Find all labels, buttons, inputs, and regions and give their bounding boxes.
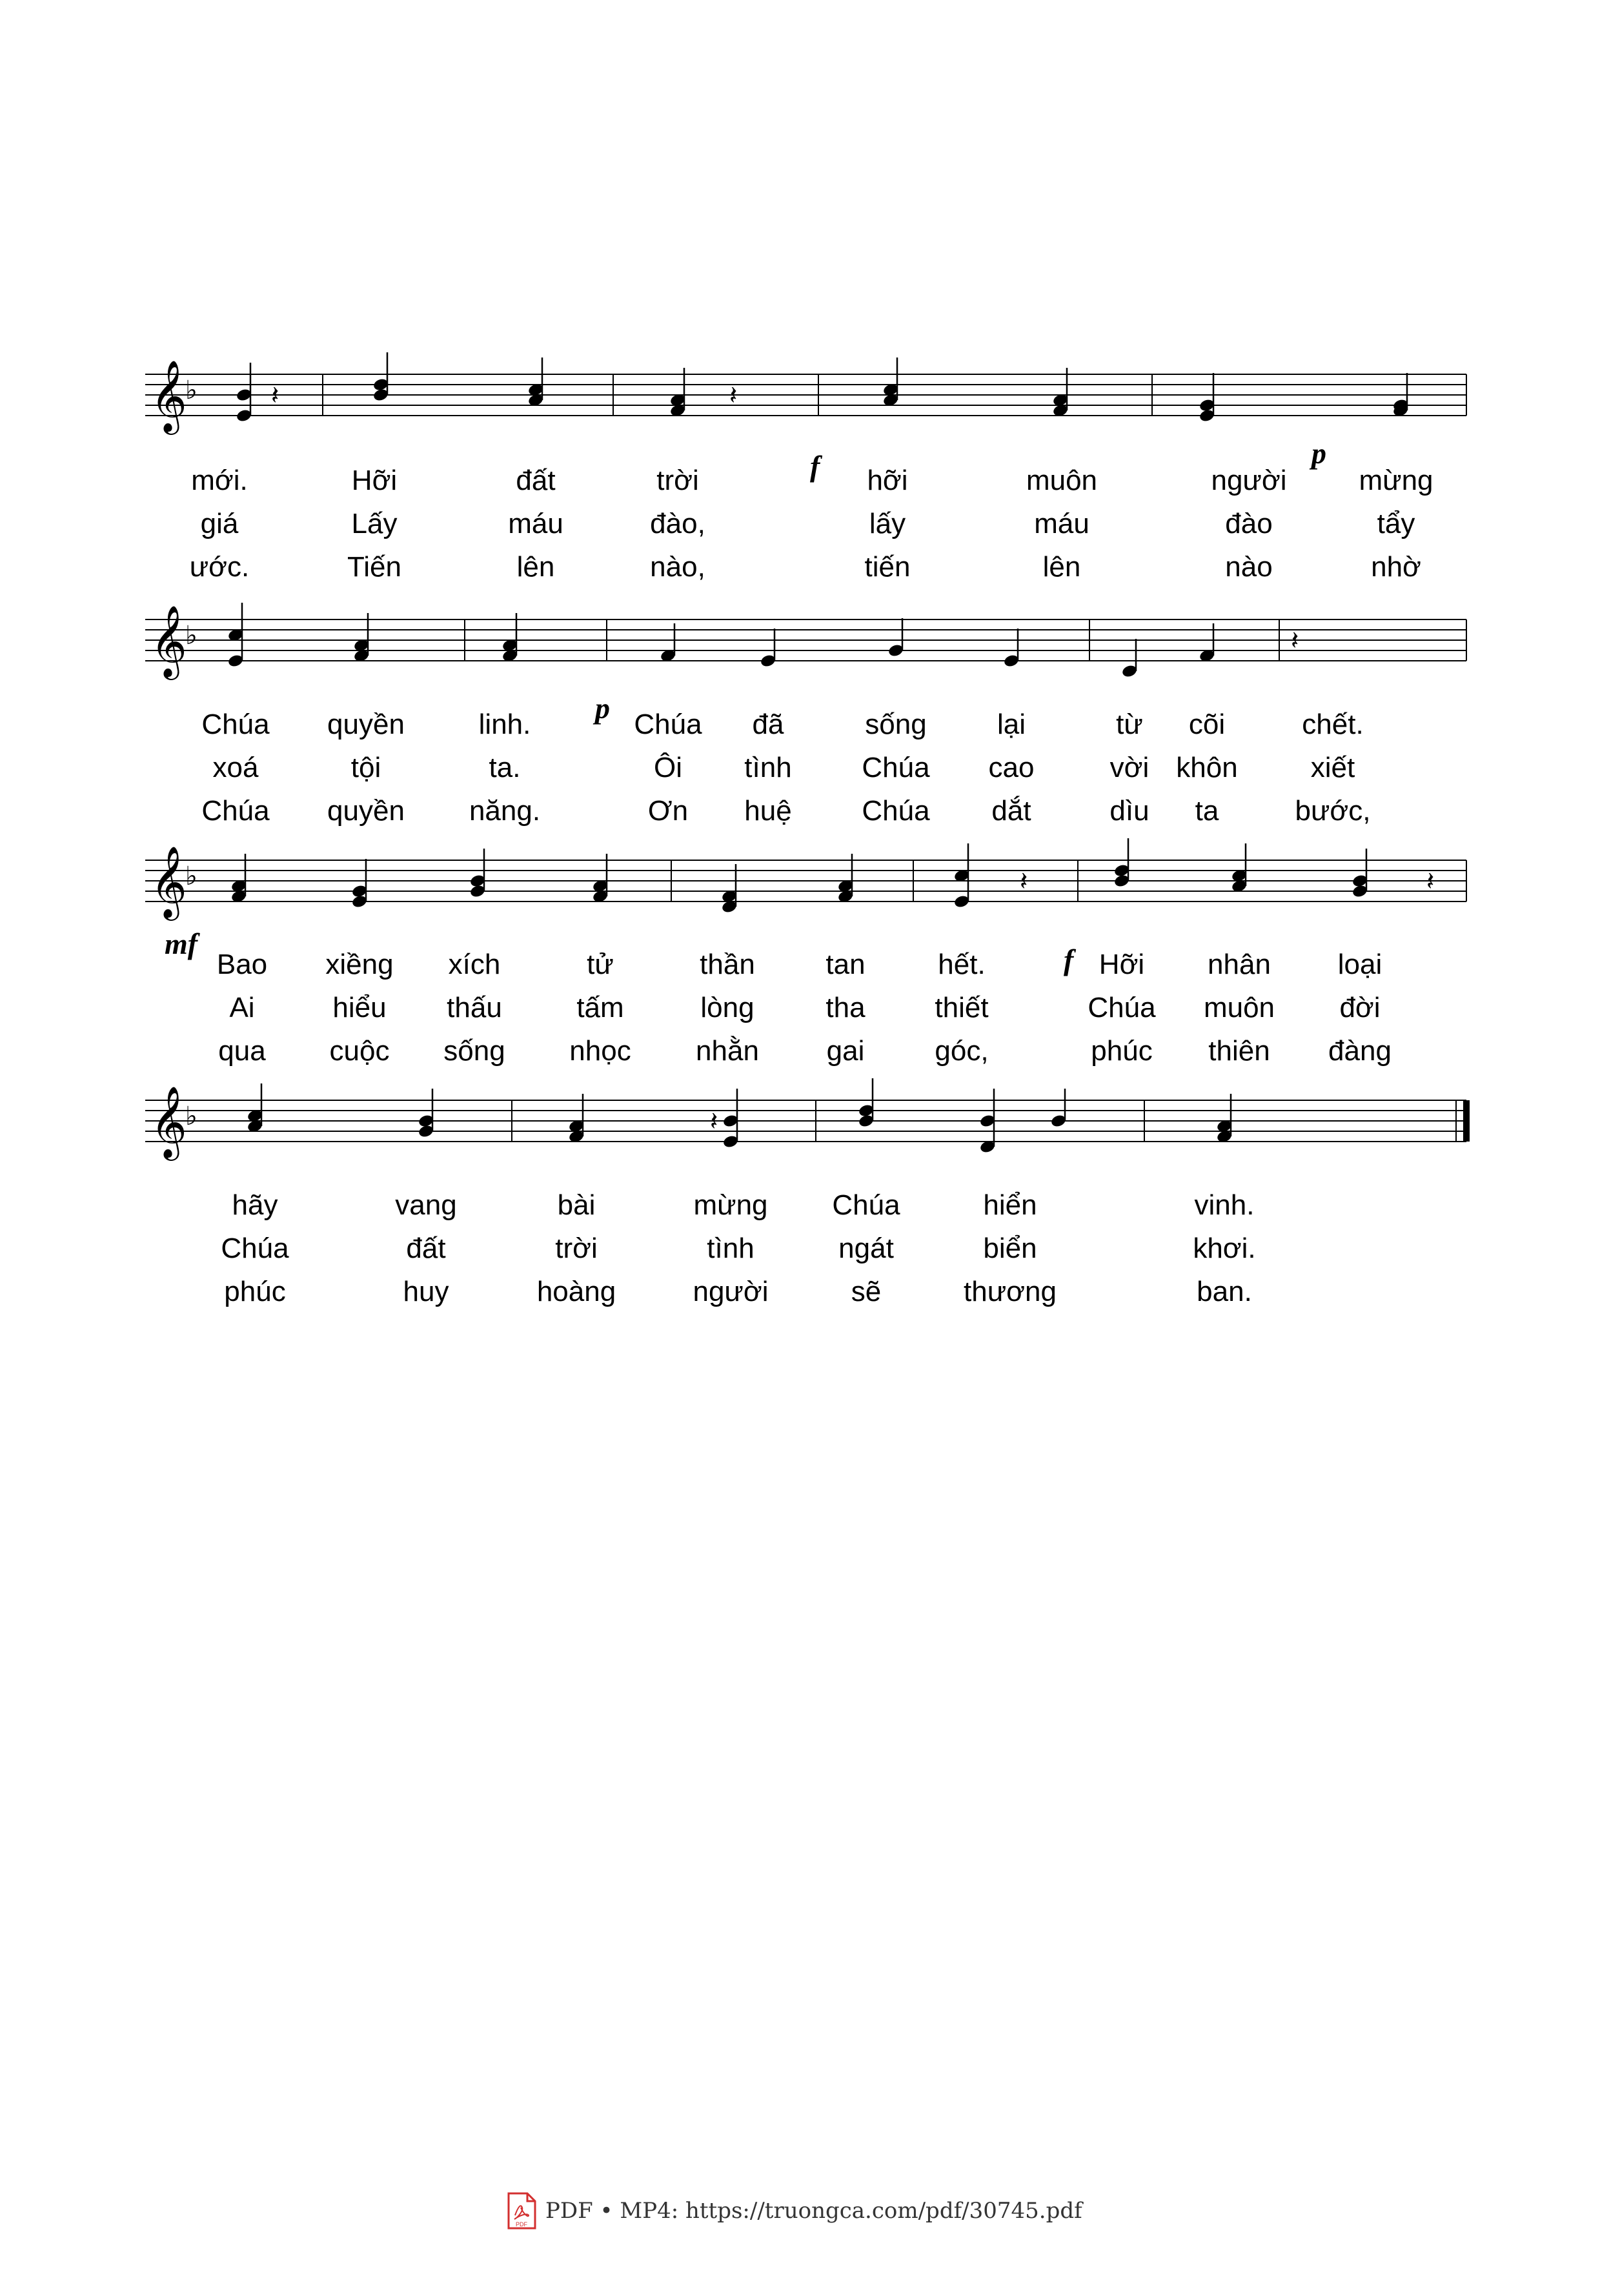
- treble-clef-icon: 𝄞: [150, 359, 187, 432]
- lyric-syllable: sống: [865, 709, 927, 740]
- lyric-syllable: Chúa: [201, 709, 270, 740]
- lyric-syllable: thiết: [935, 992, 989, 1023]
- lyric-syllable: người: [693, 1276, 769, 1307]
- lyric-syllable: xoá: [212, 752, 259, 783]
- flat-sign-icon: ♭: [185, 621, 197, 650]
- flat-sign-icon: ♭: [185, 1102, 197, 1131]
- lyric-syllable: cõi: [1188, 709, 1226, 740]
- lyric-syllable: nào,: [650, 551, 705, 583]
- rest-icon: 𝄽: [1020, 867, 1028, 896]
- lyric-syllable: tan: [825, 949, 866, 980]
- lyric-syllable: biển: [983, 1233, 1037, 1264]
- lyric-syllable: tẩy: [1377, 508, 1415, 539]
- lyric-syllable: Ai: [229, 992, 255, 1023]
- lyric-syllable: muôn: [1203, 992, 1275, 1023]
- treble-clef-icon: 𝄞: [150, 1085, 187, 1158]
- lyric-syllable: khơi.: [1193, 1233, 1256, 1264]
- lyric-syllable: đã: [752, 709, 784, 740]
- lyric-syllable: Chúa: [634, 709, 702, 740]
- lyric-syllable: tiến: [864, 551, 911, 583]
- pdf-file-icon: [507, 2192, 536, 2230]
- lyric-syllable: thương: [964, 1276, 1057, 1307]
- lyric-syllable: mới.: [191, 465, 248, 496]
- lyric-syllable: nhờ: [1371, 551, 1421, 583]
- lyric-syllable: tình: [744, 752, 792, 783]
- footer-link[interactable]: [507, 2191, 1082, 2231]
- lyric-syllable: gai: [826, 1035, 865, 1067]
- lyric-syllable: qua: [218, 1035, 266, 1067]
- lyric-syllable: lấy: [869, 508, 906, 539]
- lyric-syllable: lên: [1042, 551, 1081, 583]
- lyric-syllable: nhân: [1208, 949, 1271, 980]
- lyric-syllable: người: [1211, 465, 1287, 496]
- lyric-syllable: đất: [406, 1233, 446, 1264]
- lyric-syllable: quyền: [327, 795, 405, 827]
- lyric-syllable: ta: [1195, 795, 1219, 827]
- lyric-syllable: đào,: [650, 508, 705, 539]
- lyric-syllable: đào: [1225, 508, 1273, 539]
- lyric-syllable: Chúa: [862, 752, 930, 783]
- lyric-syllable: nhằn: [696, 1035, 759, 1067]
- lyric-syllable: ban.: [1197, 1276, 1252, 1307]
- lyric-syllable: Chúa: [201, 795, 270, 827]
- lyric-syllable: Chúa: [832, 1189, 900, 1221]
- lyric-syllable: cuộc: [329, 1035, 390, 1067]
- lyric-syllable: Lấy: [351, 508, 398, 539]
- dynamic-marking: f: [1064, 943, 1074, 976]
- lyric-syllable: huy: [403, 1276, 449, 1307]
- treble-clef-icon: 𝄞: [150, 845, 187, 918]
- lyric-syllable: Hỡi: [351, 465, 398, 496]
- lyric-syllable: vời: [1109, 752, 1149, 783]
- lyric-syllable: năng.: [469, 795, 541, 827]
- lyric-syllable: dìu: [1109, 795, 1149, 827]
- lyric-syllable: Tiến: [347, 551, 401, 583]
- lyric-syllable: lòng: [700, 992, 754, 1023]
- lyric-syllable: trời: [656, 465, 699, 496]
- lyric-syllable: xiềng: [325, 949, 394, 980]
- lyric-syllable: máu: [508, 508, 563, 539]
- lyric-syllable: hết.: [938, 949, 986, 980]
- lyric-syllable: ta.: [489, 752, 521, 783]
- lyric-syllable: quyền: [327, 709, 405, 740]
- lyric-syllable: trời: [555, 1233, 598, 1264]
- lyric-syllable: lên: [516, 551, 555, 583]
- lyric-syllable: vinh.: [1194, 1189, 1255, 1221]
- dynamic-marking: p: [595, 692, 610, 725]
- lyric-syllable: Chúa: [1088, 992, 1156, 1023]
- lyric-syllable: ước.: [189, 551, 250, 583]
- lyric-syllable: đời: [1339, 992, 1381, 1023]
- flat-sign-icon: ♭: [185, 861, 197, 891]
- lyric-syllable: mừng: [1359, 465, 1433, 496]
- lyric-syllable: hỡi: [867, 465, 908, 496]
- lyric-syllable: Ôi: [654, 752, 682, 783]
- lyric-syllable: tội: [350, 752, 381, 783]
- lyric-syllable: muôn: [1026, 465, 1098, 496]
- lyric-syllable: nhọc: [569, 1035, 631, 1067]
- lyric-syllable: đàng: [1328, 1035, 1392, 1067]
- lyric-syllable: máu: [1034, 508, 1089, 539]
- lyric-syllable: sống: [443, 1035, 505, 1067]
- lyric-syllable: góc,: [935, 1035, 989, 1067]
- lyric-syllable: Chúa: [862, 795, 930, 827]
- lyric-syllable: hiển: [983, 1189, 1037, 1221]
- lyric-syllable: lại: [997, 709, 1026, 740]
- lyric-syllable: thiên: [1208, 1035, 1270, 1067]
- lyric-syllable: Bao: [216, 949, 268, 980]
- lyric-syllable: khôn: [1176, 752, 1238, 783]
- lyric-syllable: cao: [988, 752, 1035, 783]
- lyric-syllable: xích: [448, 949, 501, 980]
- rest-icon: 𝄽: [271, 381, 279, 410]
- rest-icon: 𝄽: [729, 381, 738, 410]
- lyric-syllable: linh.: [478, 709, 531, 740]
- lyric-syllable: phúc: [224, 1276, 286, 1307]
- dynamic-marking: p: [1311, 437, 1326, 470]
- lyric-syllable: loại: [1337, 949, 1382, 980]
- lyric-syllable: hãy: [232, 1189, 278, 1221]
- lyric-syllable: tha: [825, 992, 866, 1023]
- lyric-syllable: xiết: [1310, 752, 1355, 783]
- lyric-syllable: phúc: [1091, 1035, 1153, 1067]
- rest-icon: 𝄽: [1426, 867, 1435, 896]
- lyric-syllable: vang: [395, 1189, 457, 1221]
- lyric-syllable: hiểu: [332, 992, 387, 1023]
- lyric-syllable: thấu: [447, 992, 502, 1023]
- lyric-syllable: giá: [200, 508, 239, 539]
- lyric-syllable: từ: [1116, 709, 1143, 740]
- rest-icon: 𝄽: [1291, 626, 1299, 656]
- lyric-syllable: ngát: [838, 1233, 894, 1264]
- lyric-syllable: Chúa: [221, 1233, 289, 1264]
- rest-icon: 𝄽: [710, 1107, 718, 1136]
- lyric-syllable: mừng: [693, 1189, 768, 1221]
- footer-text: PDF • MP4: https://truongca.com/pdf/30745.pdf: [545, 2198, 1082, 2224]
- lyric-syllable: chết.: [1302, 709, 1364, 740]
- flat-sign-icon: ♭: [185, 376, 197, 405]
- dynamic-marking: f: [810, 450, 820, 483]
- lyric-syllable: tử: [587, 949, 614, 980]
- lyric-syllable: bài: [557, 1189, 596, 1221]
- lyric-syllable: dắt: [991, 795, 1031, 827]
- lyric-syllable: đất: [516, 465, 556, 496]
- lyric-syllable: thần: [700, 949, 755, 980]
- lyric-syllable: nào: [1225, 551, 1273, 583]
- svg-text:PDF: PDF: [516, 2221, 527, 2228]
- lyric-syllable: bước,: [1295, 795, 1371, 827]
- lyric-syllable: sẽ: [851, 1276, 882, 1307]
- lyric-syllable: Ơn: [647, 795, 689, 827]
- lyric-syllable: Hỡi: [1099, 949, 1145, 980]
- dynamic-marking: mf: [165, 927, 198, 960]
- lyric-syllable: tấm: [576, 992, 624, 1023]
- lyric-syllable: tình: [707, 1233, 754, 1264]
- lyric-syllable: huệ: [744, 795, 792, 827]
- lyric-syllable: hoàng: [536, 1276, 616, 1307]
- treble-clef-icon: 𝄞: [150, 605, 187, 677]
